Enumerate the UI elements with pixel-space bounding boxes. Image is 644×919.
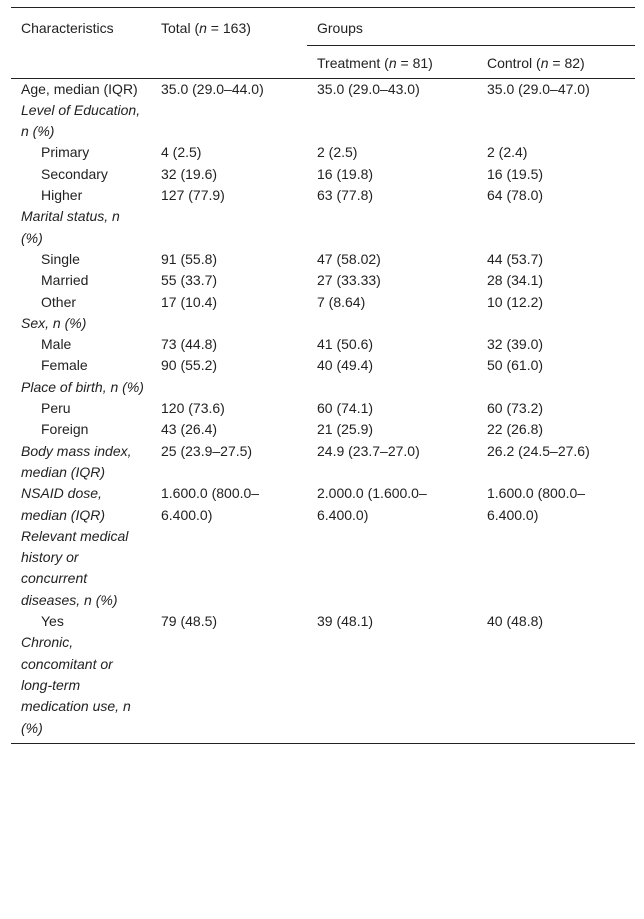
- cell-treatment: 47 (58.02): [317, 250, 381, 267]
- row-label: NSAID dose, median (IQR): [21, 485, 106, 523]
- characteristics-table-container: [11, 7, 635, 744]
- row-label: Peru: [41, 400, 71, 417]
- cell-treatment: 60 (74.1): [317, 400, 374, 417]
- cell-treatment: 39 (48.1): [317, 613, 374, 630]
- cell-total: 91 (55.8): [161, 250, 218, 267]
- row-label: Other: [41, 293, 77, 310]
- cell-control: 44 (53.7): [487, 250, 544, 267]
- cell-control: 50 (61.0): [487, 357, 544, 374]
- row-label: Male: [41, 336, 72, 353]
- cell-treatment: 27 (33.33): [317, 272, 381, 289]
- cell-treatment: 21 (25.9): [317, 421, 374, 438]
- row-label: Body mass index, median (IQR): [21, 442, 132, 480]
- row-bmi: [11, 441, 635, 484]
- section-label: Relevant medical history or concurrent diseases, n (%): [21, 527, 129, 608]
- cell-treatment: 7 (8.64): [317, 293, 366, 310]
- row-label: Married: [41, 272, 89, 289]
- row-peru: [11, 398, 635, 419]
- row-higher: [11, 185, 635, 206]
- cell-total: 25 (23.9–27.5): [161, 442, 253, 459]
- row-yes: [11, 611, 635, 632]
- row-label: Foreign: [41, 421, 89, 438]
- row-section-education: [11, 100, 635, 143]
- cell-treatment: 63 (77.8): [317, 187, 374, 204]
- row-single: [11, 249, 635, 270]
- header-control: Control (n = 82): [477, 46, 635, 78]
- cell-control: 40 (48.8): [487, 613, 544, 630]
- row-primary: [11, 142, 635, 163]
- cell-total: 120 (73.6): [161, 400, 225, 417]
- row-secondary: [11, 164, 635, 185]
- cell-control: 32 (39.0): [487, 336, 544, 353]
- cell-treatment: 24.9 (23.7–27.0): [317, 442, 420, 459]
- cell-total: 1.600.0 (800.0–6.400.0): [161, 485, 260, 523]
- header-groups: Groups: [307, 8, 635, 46]
- row-foreign: [11, 419, 635, 440]
- row-section-marital: [11, 206, 635, 249]
- cell-treatment: 16 (19.8): [317, 165, 374, 182]
- header-row-1: [11, 8, 635, 46]
- cell-total: 32 (19.6): [161, 165, 218, 182]
- row-age: [11, 78, 635, 100]
- cell-total: 55 (33.7): [161, 272, 218, 289]
- row-male: [11, 334, 635, 355]
- cell-control: 28 (34.1): [487, 272, 544, 289]
- row-married: [11, 270, 635, 291]
- header-row-2: [11, 46, 635, 78]
- cell-total: 43 (26.4): [161, 421, 218, 438]
- header-total: Total (n = 163): [151, 8, 307, 46]
- cell-total: 90 (55.2): [161, 357, 218, 374]
- row-section-sex: [11, 313, 635, 334]
- row-section-medication-use: [11, 632, 635, 743]
- section-label: Place of birth, n (%): [21, 378, 144, 395]
- row-other: [11, 292, 635, 313]
- section-label: Level of Education, n (%): [21, 101, 141, 140]
- row-female: [11, 355, 635, 376]
- cell-total: 17 (10.4): [161, 293, 218, 310]
- cell-total: 35.0 (29.0–44.0): [161, 80, 264, 97]
- row-label: Single: [41, 250, 80, 267]
- row-label: Secondary: [41, 165, 108, 182]
- cell-treatment: 41 (50.6): [317, 336, 374, 353]
- row-label: Female: [41, 357, 88, 374]
- row-label: Primary: [41, 144, 90, 161]
- cell-treatment: 2 (2.5): [317, 144, 358, 161]
- characteristics-table: [11, 7, 635, 744]
- section-label: Chronic, concomitant or long-term medication use, n (%): [11, 632, 151, 743]
- cell-treatment: 40 (49.4): [317, 357, 374, 374]
- row-section-medical-history: [11, 526, 635, 611]
- row-section-birthplace: [11, 377, 635, 398]
- cell-total: 79 (48.5): [161, 613, 218, 630]
- cell-control: 1.600.0 (800.0–6.400.0): [487, 485, 586, 523]
- header-characteristics: Characteristics: [11, 8, 151, 46]
- cell-control: 10 (12.2): [487, 293, 544, 310]
- cell-control: 35.0 (29.0–47.0): [487, 80, 590, 97]
- cell-total: 4 (2.5): [161, 144, 202, 161]
- header-treatment: Treatment (n = 81): [307, 46, 477, 78]
- section-label: Sex, n (%): [21, 314, 87, 331]
- cell-total: 127 (77.9): [161, 187, 225, 204]
- cell-control: 22 (26.8): [487, 421, 544, 438]
- cell-treatment: 35.0 (29.0–43.0): [317, 80, 420, 97]
- cell-control: 2 (2.4): [487, 144, 528, 161]
- row-nsaid-dose: [11, 483, 635, 526]
- cell-control: 60 (73.2): [487, 400, 544, 417]
- row-label: Yes: [41, 613, 64, 630]
- cell-treatment: 2.000.0 (1.600.0–6.400.0): [317, 485, 427, 523]
- cell-control: 64 (78.0): [487, 187, 544, 204]
- cell-control: 16 (19.5): [487, 165, 544, 182]
- row-label: Age, median (IQR): [21, 80, 138, 97]
- cell-total: 73 (44.8): [161, 336, 218, 353]
- row-label: Higher: [41, 187, 83, 204]
- cell-control: 26.2 (24.5–27.6): [487, 442, 590, 459]
- section-label: Marital status, n (%): [21, 208, 120, 246]
